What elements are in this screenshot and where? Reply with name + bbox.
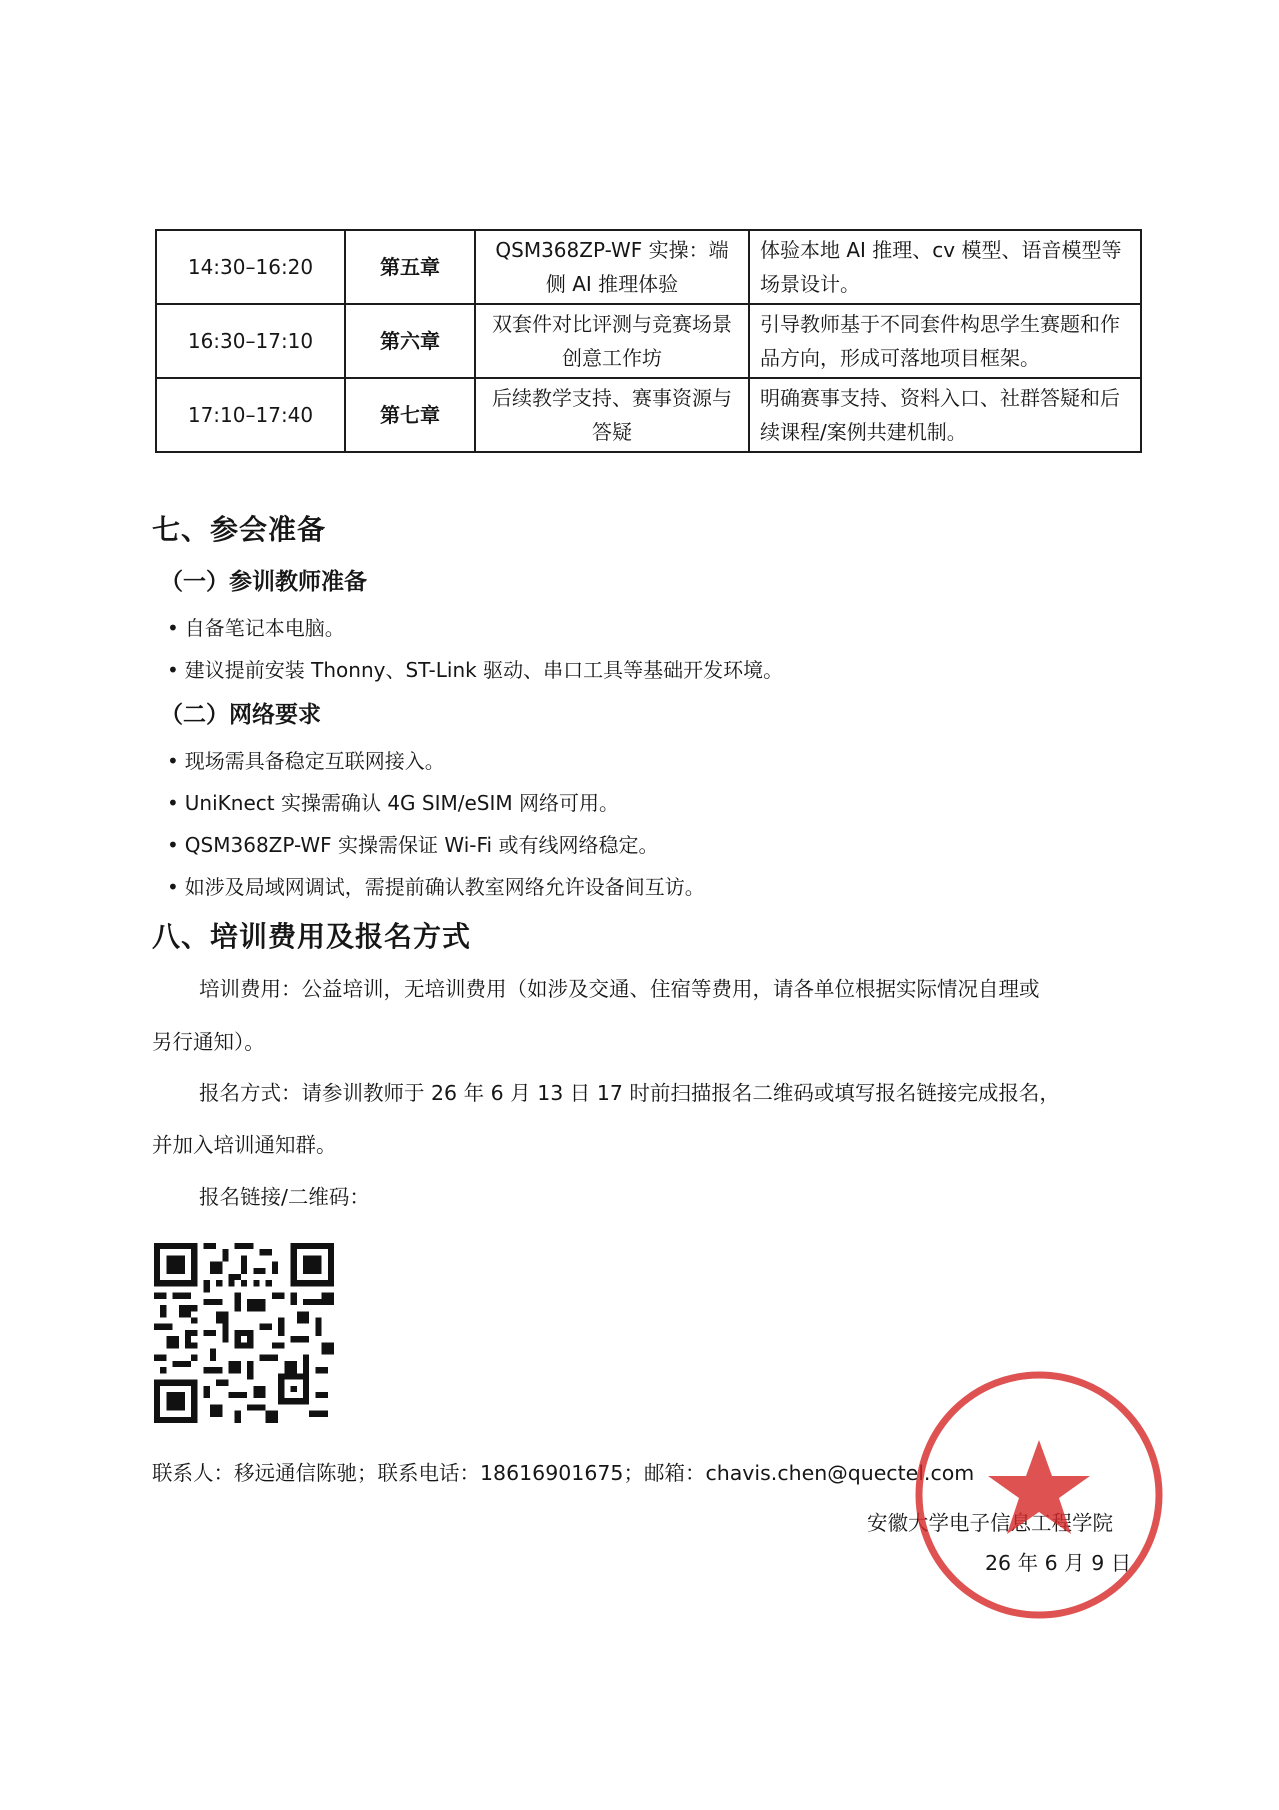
registration-text-line2: 并加入培训通知群。: [152, 1133, 337, 1157]
list-item-text: 现场需具备稳定互联网接入。: [184, 749, 445, 773]
list-item: [167, 829, 658, 858]
bullet-icon: •: [167, 833, 179, 857]
section-8-heading: 八、培训费用及报名方式: [152, 920, 472, 953]
registration-qr-code[interactable]: [154, 1243, 334, 1423]
time-cell: 17:10–17:40: [156, 378, 345, 452]
issuing-organization: 安徽大学电子信息工程学院: [867, 1511, 1113, 1535]
bullet-icon: •: [167, 616, 179, 640]
list-item: [167, 654, 783, 683]
official-seal-stamp: [912, 1368, 1167, 1623]
list-item: [167, 745, 445, 774]
topic-cell: 双套件对比评测与竞赛场景创意工作坊: [475, 304, 749, 378]
bullet-icon: •: [167, 749, 179, 773]
issue-date: 26 年 6 月 9 日: [985, 1551, 1132, 1575]
chapter-cell: 第七章: [345, 378, 475, 452]
description-cell: 引导教师基于不同套件构思学生赛题和作品方向，形成可落地项目框架。: [749, 304, 1141, 378]
chapter-cell: 第六章: [345, 304, 475, 378]
fee-text-line1: 培训费用：公益培训，无培训费用（如涉及交通、住宿等费用，请各单位根据实际情况自理或: [199, 977, 1040, 1001]
bullet-icon: •: [167, 658, 179, 682]
subsection-network-heading: （二）网络要求: [160, 702, 321, 728]
section-7-heading: 七、参会准备: [152, 513, 327, 546]
description-cell: 体验本地 AI 推理、cv 模型、语音模型等场景设计。: [749, 230, 1141, 304]
topic-cell: 后续教学支持、赛事资源与答疑: [475, 378, 749, 452]
table-row: [156, 230, 1141, 304]
schedule-table: [155, 229, 1142, 453]
list-item: [167, 612, 345, 641]
table-row: [156, 378, 1141, 452]
list-item-text: UniKnect 实操需确认 4G SIM/eSIM 网络可用。: [184, 791, 619, 815]
bullet-icon: •: [167, 791, 179, 815]
list-item-text: QSM368ZP-WF 实操需保证 Wi-Fi 或有线网络稳定。: [184, 833, 659, 857]
fee-text-line2: 另行通知）。: [152, 1030, 265, 1054]
bullet-icon: •: [167, 875, 179, 899]
time-cell: 16:30–17:10: [156, 304, 345, 378]
chapter-cell: 第五章: [345, 230, 475, 304]
list-item-text: 自备笔记本电脑。: [184, 616, 345, 640]
topic-cell: QSM368ZP-WF 实操：端侧 AI 推理体验: [475, 230, 749, 304]
registration-text-line1: 报名方式：请参训教师于 26 年 6 月 13 日 17 时前扫描报名二维码或填写报名链接完成报名，: [199, 1081, 1060, 1105]
table-row: [156, 304, 1141, 378]
list-item: [167, 871, 705, 900]
subsection-teacher-prep-heading: （一）参训教师准备: [160, 569, 367, 595]
description-cell: 明确赛事支持、资料入口、社群答疑和后续课程/案例共建机制。: [749, 378, 1141, 452]
contact-info: 联系人：移远通信陈驰；联系电话：18616901675；邮箱：chavis.chen@quectel.com: [152, 1461, 975, 1485]
list-item-text: 如涉及局域网调试，需提前确认教室网络允许设备间互访。: [184, 875, 705, 899]
time-cell: 14:30–16:20: [156, 230, 345, 304]
list-item-text: 建议提前安装 Thonny、ST-Link 驱动、串口工具等基础开发环境。: [184, 658, 784, 682]
list-item: [167, 787, 619, 816]
registration-link-label: 报名链接/二维码：: [199, 1185, 370, 1209]
